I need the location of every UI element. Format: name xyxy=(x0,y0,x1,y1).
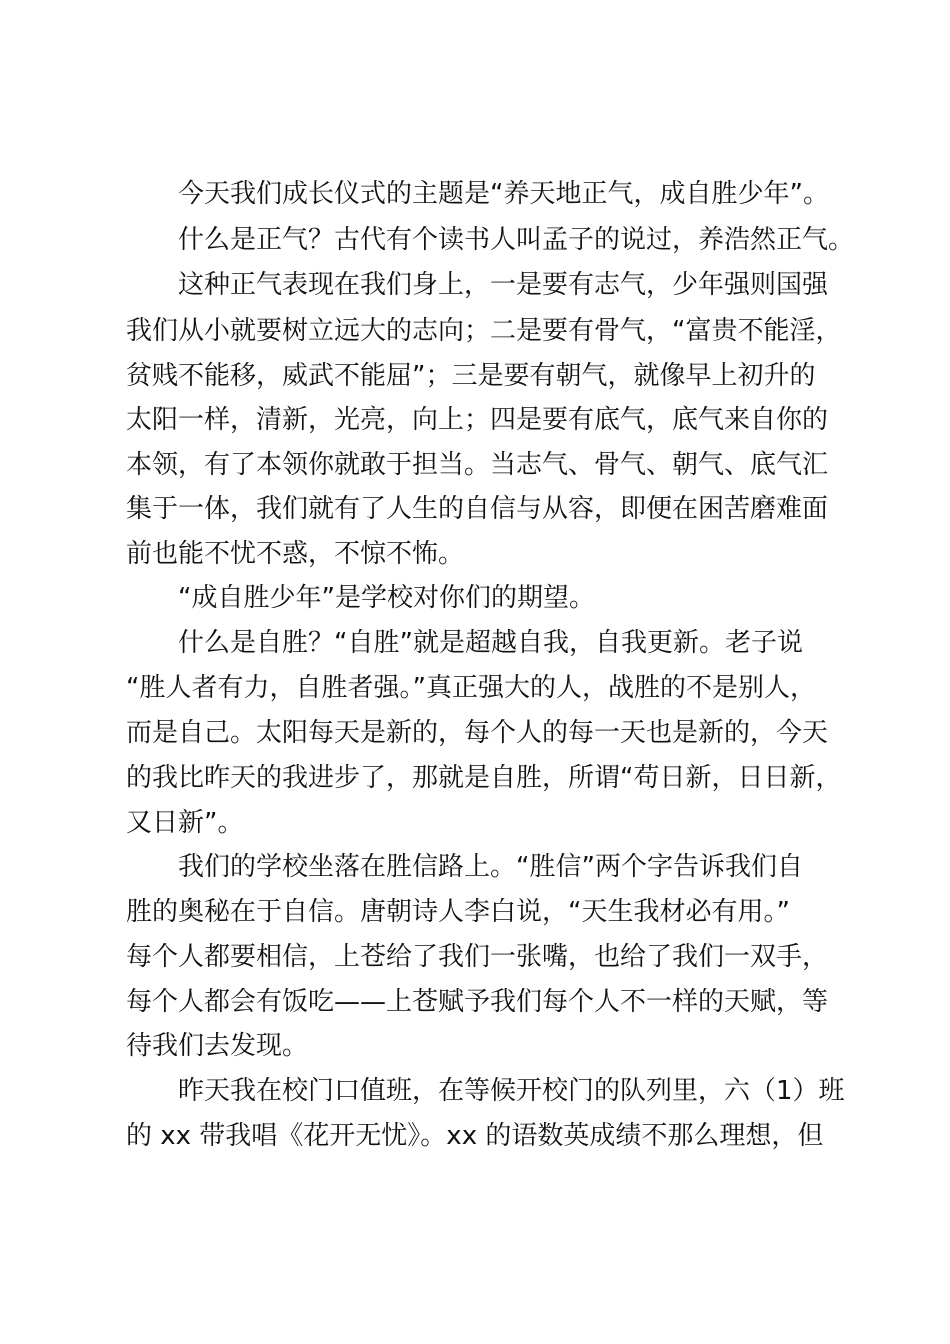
text-line: 胜的奥秘在于自信。唐朝诗人李白说，“天生我材必有用。” xyxy=(126,897,790,927)
text-line: 贫贱不能移，威武不能屈”；三是要有朝气，就像早上初升的 xyxy=(126,361,816,391)
text-line: 昨天我在校门口值班，在等候开校门的队列里，六（1）班 xyxy=(178,1076,845,1106)
text-line: 什么是自胜？“自胜”就是超越自我，自我更新。老子说 xyxy=(178,628,803,658)
text-line: “成自胜少年”是学校对你们的期望。 xyxy=(178,583,595,613)
text-line: 前也能不忧不惑，不惊不怖。 xyxy=(126,539,465,569)
text-line: 太阳一样，清新，光亮，向上；四是要有底气，底气来自你的 xyxy=(126,405,829,435)
text-line: “胜人者有力，自胜者强。”真正强大的人，战胜的不是别人， xyxy=(126,673,816,703)
text-line: 的我比昨天的我进步了，那就是自胜，所谓“苟日新，日日新， xyxy=(126,763,842,793)
text-line: 什么是正气？古代有个读书人叫孟子的说过，养浩然正气。 xyxy=(178,225,855,255)
text-line: 我们的学校坐落在胜信路上。“胜信”两个字告诉我们自 xyxy=(178,852,803,882)
text-line: 待我们去发现。 xyxy=(126,1031,309,1061)
text-line: 这种正气表现在我们身上，一是要有志气，少年强则国强 xyxy=(178,270,829,300)
text-line: 我们从小就要树立远大的志向；二是要有骨气，“富贵不能淫， xyxy=(126,316,842,346)
text-line: 集于一体，我们就有了人生的自信与从容，即便在困苦磨难面 xyxy=(126,494,829,524)
text-line: 今天我们成长仪式的主题是“养天地正气，成自胜少年”。 xyxy=(178,179,829,209)
text-line: 每个人都要相信，上苍给了我们一张嘴，也给了我们一双手， xyxy=(126,942,829,972)
text-line: 每个人都会有饭吃——上苍赋予我们每个人不一样的天赋，等 xyxy=(126,987,829,1017)
text-line: 本领，有了本领你就敢于担当。当志气、骨气、朝气、底气汇 xyxy=(126,450,829,480)
text-line: 的 xx 带我唱《花开无忧》。xx 的语数英成绩不那么理想，但 xyxy=(126,1121,824,1151)
text-line: 又日新”。 xyxy=(126,808,244,838)
text-line: 而是自己。太阳每天是新的，每个人的每一天也是新的，今天 xyxy=(126,718,829,748)
